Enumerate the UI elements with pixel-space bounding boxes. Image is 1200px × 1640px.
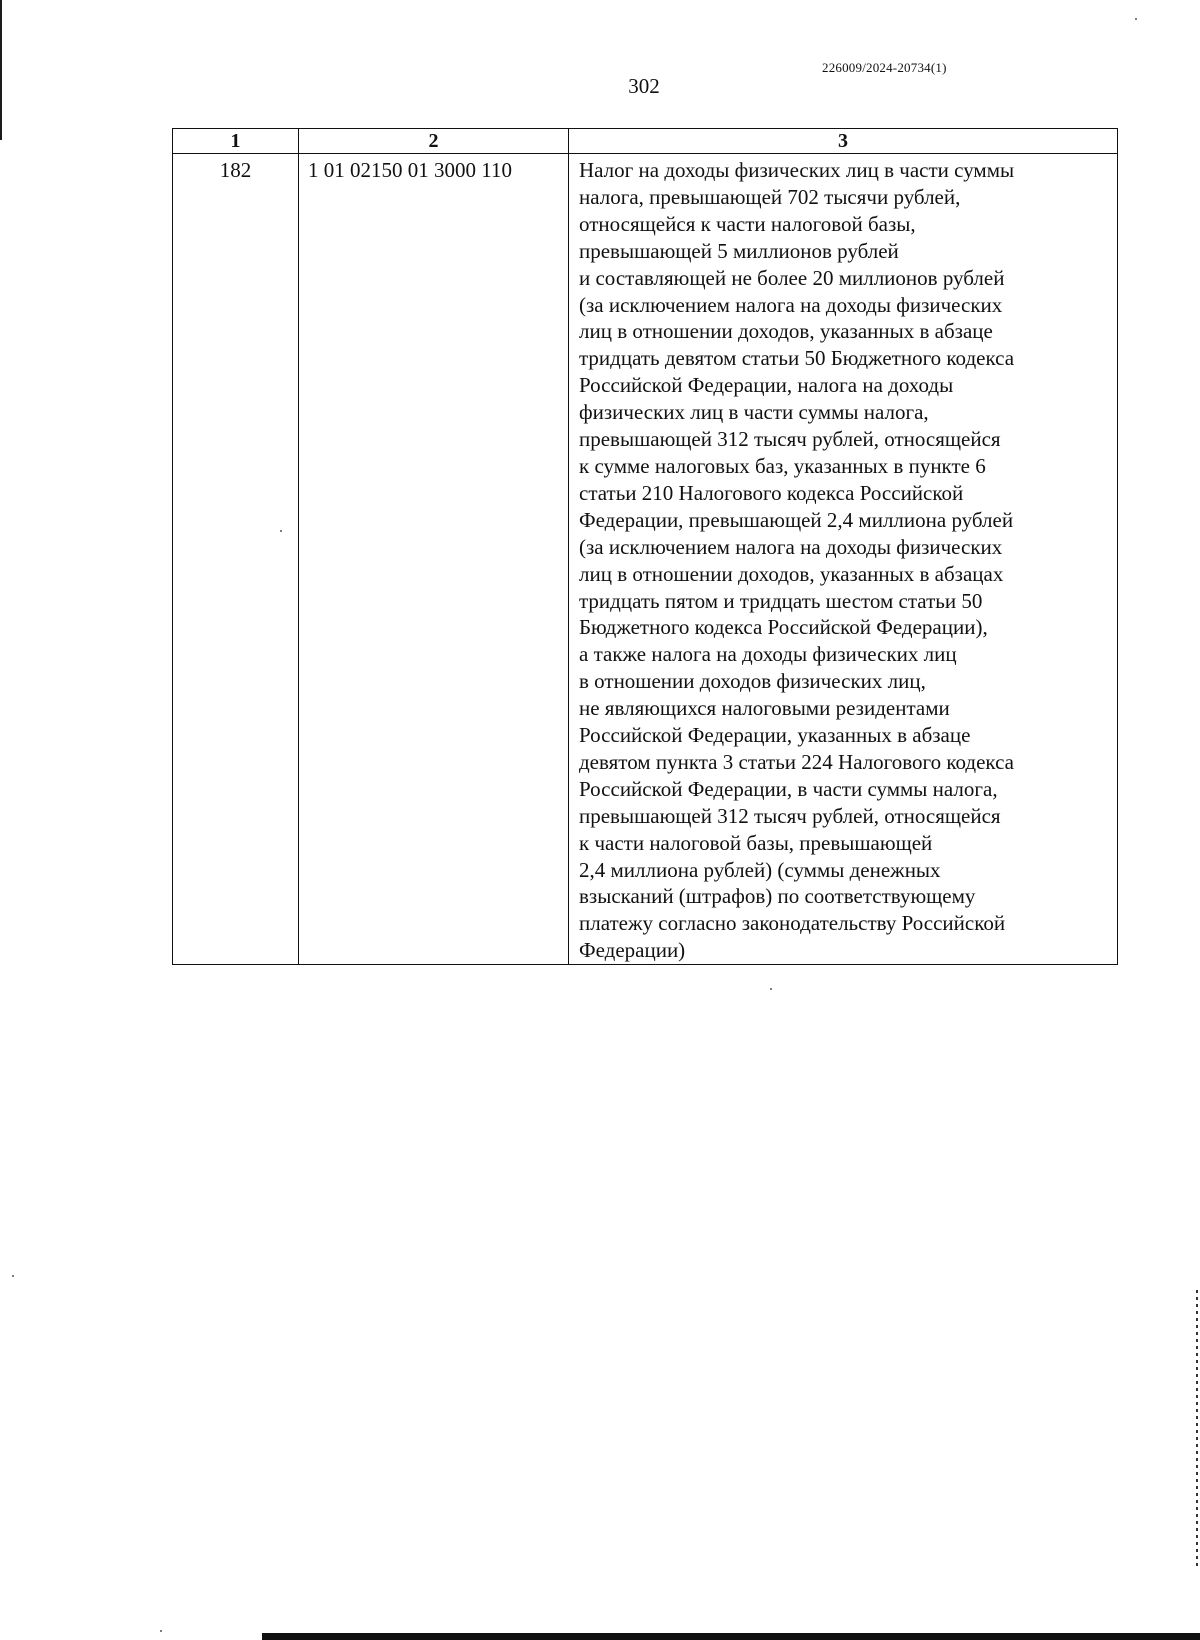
page-number: 302 xyxy=(628,74,660,98)
scan-speck xyxy=(1135,18,1137,20)
description-line: превышающей 5 миллионов рублей xyxy=(579,238,899,263)
description-line: превышающей 312 тысяч рублей, относящейся xyxy=(579,427,1001,452)
description-line: Бюджетного кодекса Российской Федерации), xyxy=(579,615,988,640)
description-line: превышающей 312 тысяч рублей, относящейся xyxy=(579,803,1001,828)
description-line: а также налога на доходы физических лиц xyxy=(579,642,957,667)
description-line: взысканий (штрафов) по соответствующему xyxy=(579,884,976,909)
description-line: (за исключением налога на доходы физических xyxy=(579,534,1003,559)
description-line: относящейся к части налоговой базы, xyxy=(579,211,916,236)
description-line: Российской Федерации, в части суммы налога, xyxy=(579,776,998,801)
description-line: Российской Федерации, указанных в абзаце xyxy=(579,723,971,748)
scan-edge-artifact xyxy=(0,0,2,140)
description-line: к части налоговой базы, превышающей xyxy=(579,830,933,855)
description-line: лиц в отношении доходов, указанных в абзацах xyxy=(579,561,1004,586)
description-line: не являющихся налоговыми резидентами xyxy=(579,696,950,721)
description-line: тридцать пятом и тридцать шестом статьи 50 xyxy=(579,588,983,613)
scan-speck xyxy=(770,988,772,990)
scan-edge-artifact xyxy=(1196,1290,1198,1570)
description-line: 2,4 миллиона рублей) (суммы денежных xyxy=(579,857,941,882)
description-line: налога, превышающей 702 тысячи рублей, xyxy=(579,184,961,209)
description-line: Налог на доходы физических лиц в части суммы xyxy=(579,158,1015,182)
description-line: тридцать девятом статьи 50 Бюджетного кодекса xyxy=(579,346,1015,371)
description-line: в отношении доходов физических лиц, xyxy=(579,669,926,694)
description-line: Федерации, превышающей 2,4 миллиона рублей xyxy=(579,507,1014,532)
description-line: статьи 210 Налогового кодекса Российской xyxy=(579,480,964,505)
administrator-code-cell: 182 xyxy=(173,154,299,965)
table-header-row xyxy=(173,129,1118,154)
column-header-2: 2 xyxy=(299,129,569,154)
description-line: (за исключением налога на доходы физических xyxy=(579,292,1003,317)
description-line: лиц в отношении доходов, указанных в абзаце xyxy=(579,319,993,344)
description-line: физических лиц в части суммы налога, xyxy=(579,400,929,425)
budget-classification-code-cell: 1 01 02150 01 3000 110 xyxy=(299,154,569,965)
scan-edge-artifact xyxy=(262,1633,1200,1640)
description-line: и составляющей не более 20 миллионов рублей xyxy=(579,265,1005,290)
description-line: девятом пункта 3 статьи 224 Налогового кодекса xyxy=(579,749,1014,774)
description-line: Федерации) xyxy=(579,938,686,963)
description-line: к сумме налоговых баз, указанных в пункте 6 xyxy=(579,453,986,478)
revenue-description-cell xyxy=(569,154,1118,965)
description-line: Российской Федерации, налога на доходы xyxy=(579,373,954,398)
scan-speck xyxy=(160,1630,162,1632)
table-row xyxy=(173,154,1118,965)
column-header-1: 1 xyxy=(173,129,299,154)
document-reference-number: 226009/2024-20734(1) xyxy=(822,60,947,75)
column-header-3: 3 xyxy=(569,129,1118,154)
scan-speck xyxy=(12,1275,14,1277)
description-line: платежу согласно законодательству Российской xyxy=(579,911,1006,936)
budget-classification-table xyxy=(172,128,1118,965)
